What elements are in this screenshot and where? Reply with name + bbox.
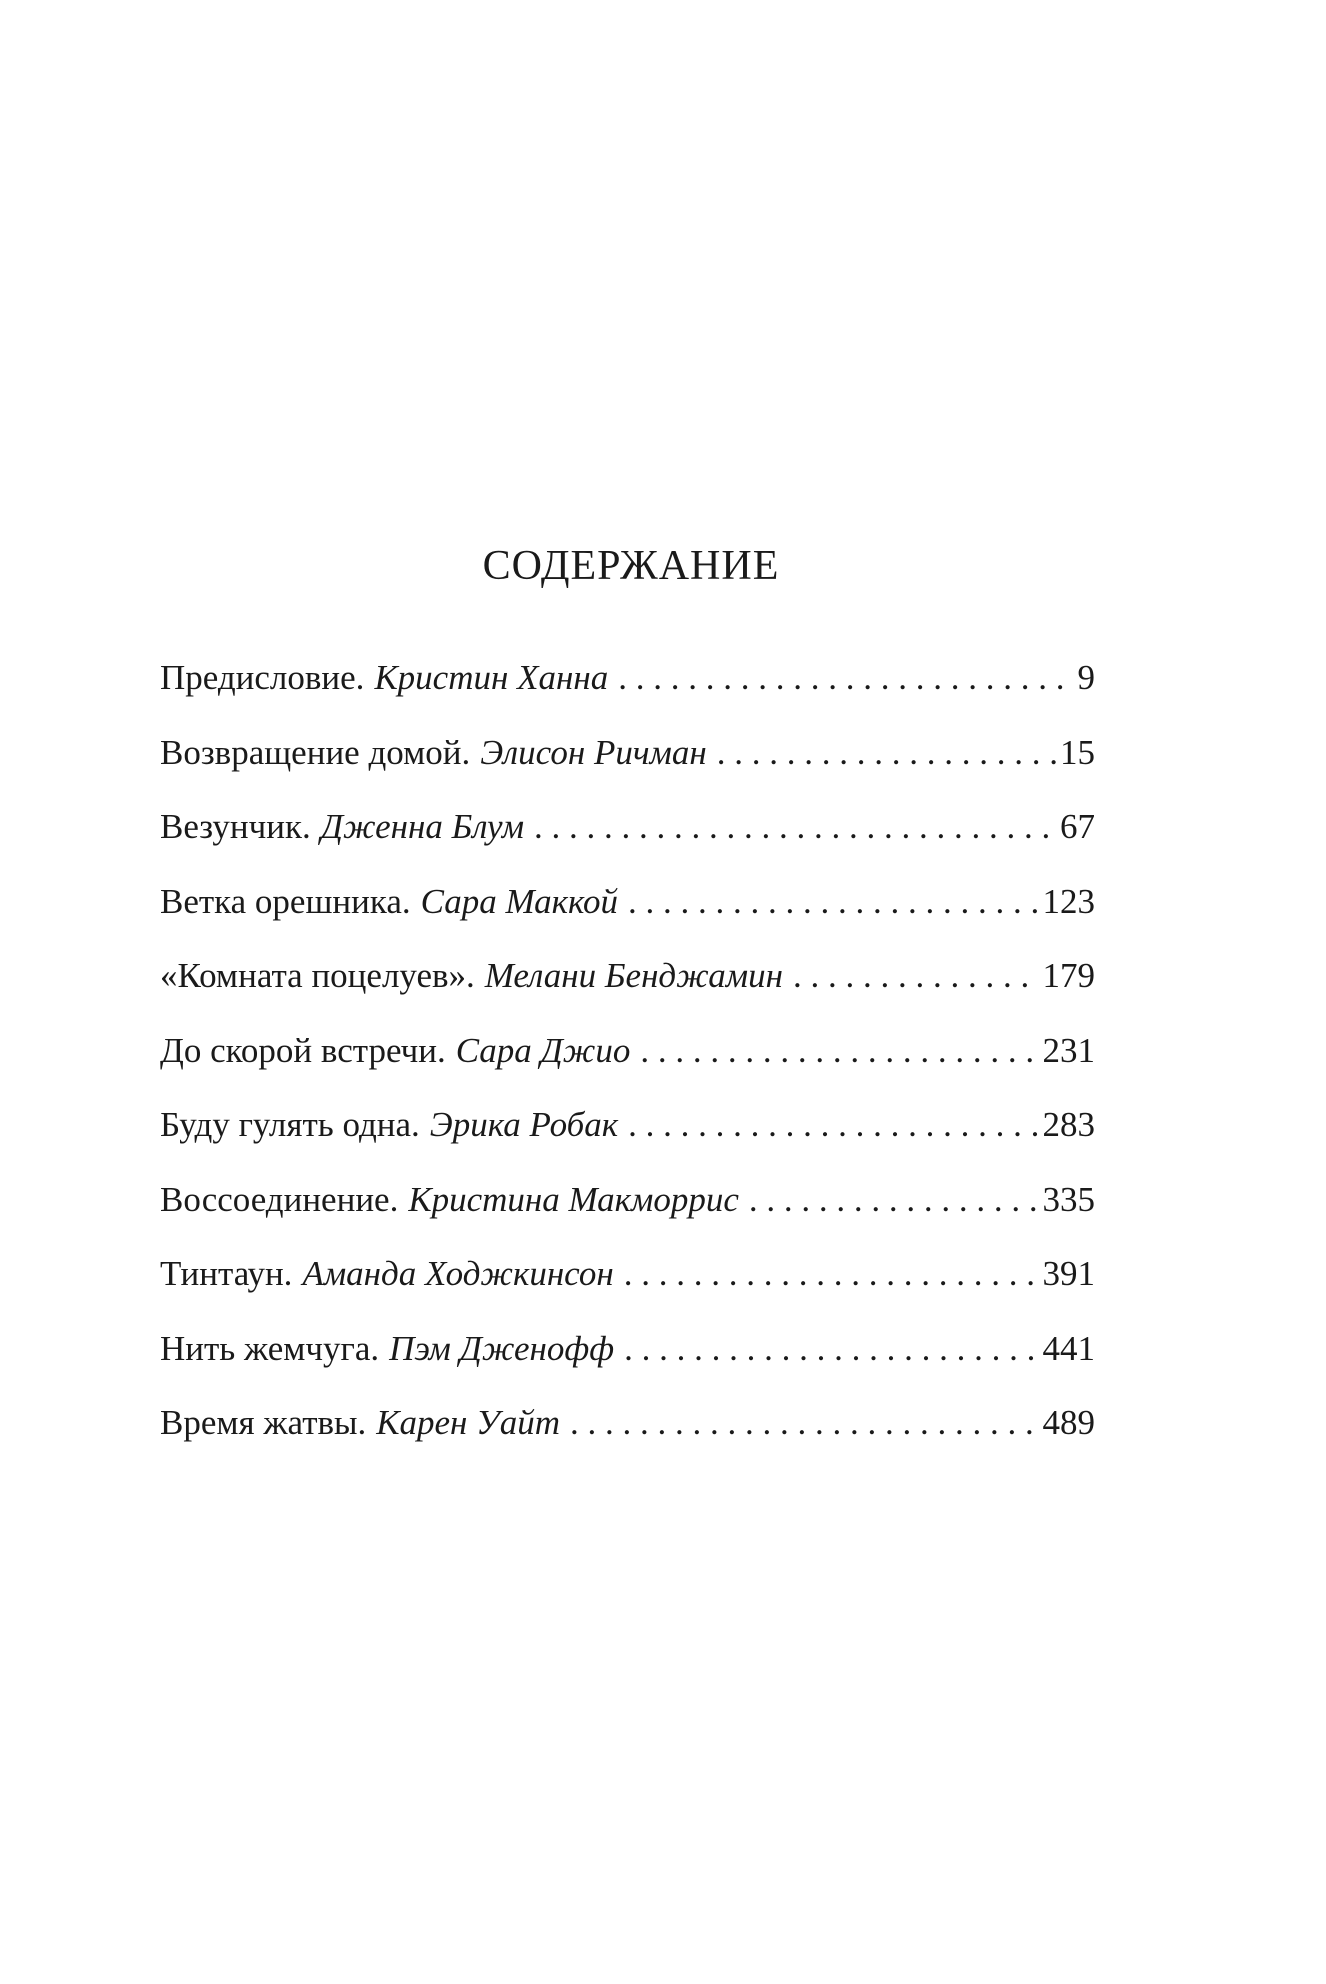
toc-entry-title: «Комната поцелуев». — [160, 958, 475, 995]
toc-entry — [160, 1405, 1095, 1480]
toc-entry-page: 9 — [1077, 660, 1095, 697]
toc-entry — [160, 1033, 1095, 1108]
toc-entry-author: Дженна Блум — [320, 809, 525, 846]
toc-list — [160, 660, 1095, 1480]
toc-entry-title: Везунчик. — [160, 809, 311, 846]
toc-entry — [160, 1182, 1095, 1257]
toc-dot-leader — [628, 884, 1038, 919]
toc-entry-page: 441 — [1042, 1330, 1095, 1368]
toc-dot-leader — [534, 809, 1056, 844]
toc-entry — [160, 1331, 1095, 1406]
toc-entry — [160, 884, 1095, 959]
toc-dot-leader — [749, 1182, 1039, 1217]
toc-entry-title: До скорой встречи. — [160, 1032, 446, 1070]
toc-entry-page: 231 — [1042, 1032, 1095, 1070]
toc-entry-title: Воссоединение. — [160, 1181, 399, 1219]
toc-entry — [160, 735, 1095, 810]
toc-entry-page: 335 — [1042, 1181, 1095, 1219]
toc-entry-author: Кристина Макморрис — [408, 1181, 739, 1219]
toc-entry-title: Возвращение домой. — [160, 734, 471, 772]
toc-entry-page: 123 — [1042, 883, 1095, 921]
toc-entry-author: Эрика Робак — [429, 1107, 619, 1144]
toc-entry-title: Предисловие. — [160, 660, 365, 697]
toc-entry-title: Буду гулять одна. — [160, 1107, 420, 1144]
toc-entry-page: 15 — [1060, 734, 1095, 772]
toc-entry-author: Элисон Ричман — [480, 734, 707, 772]
toc-entry-author: Сара Джио — [455, 1032, 631, 1070]
toc-dot-leader — [624, 1331, 1038, 1366]
toc-entry-title: Ветка орешника. — [160, 883, 411, 921]
toc-entry — [160, 660, 1095, 735]
toc-entry-author: Пэм Дженофф — [389, 1330, 615, 1368]
toc-dot-leader — [640, 1033, 1038, 1068]
toc-dot-leader — [717, 735, 1056, 770]
toc-entry-title: Нить жемчуга. — [160, 1330, 380, 1368]
toc-entry-page: 179 — [1042, 958, 1095, 995]
toc-entry-author: Мелани Бенджамин — [484, 958, 783, 995]
toc-entry-author: Аманда Ходжкинсон — [302, 1256, 614, 1293]
toc-entry-page: 489 — [1042, 1405, 1095, 1442]
toc-entry — [160, 809, 1095, 884]
toc-entry-page: 67 — [1060, 809, 1095, 846]
toc-dot-leader — [624, 1256, 1039, 1291]
toc-dot-leader — [793, 958, 1039, 993]
toc-entry — [160, 1107, 1095, 1182]
toc-entry — [160, 1256, 1095, 1331]
toc-heading: СОДЕРЖАНИЕ — [482, 543, 780, 589]
toc-entry-title: Тинтаун. — [160, 1256, 293, 1293]
toc-entry — [160, 958, 1095, 1033]
toc-dot-leader — [570, 1405, 1039, 1440]
toc-entry-title: Время жатвы. — [160, 1405, 367, 1442]
toc-entry-page: 391 — [1042, 1256, 1095, 1293]
toc-dot-leader — [628, 1107, 1038, 1142]
toc-entry-author: Сара Маккой — [420, 883, 619, 921]
toc-entry-author: Кристин Ханна — [374, 660, 609, 697]
toc-entry-page: 283 — [1042, 1107, 1095, 1144]
toc-entry-author: Карен Уайт — [376, 1405, 560, 1442]
toc-dot-leader — [618, 660, 1073, 695]
